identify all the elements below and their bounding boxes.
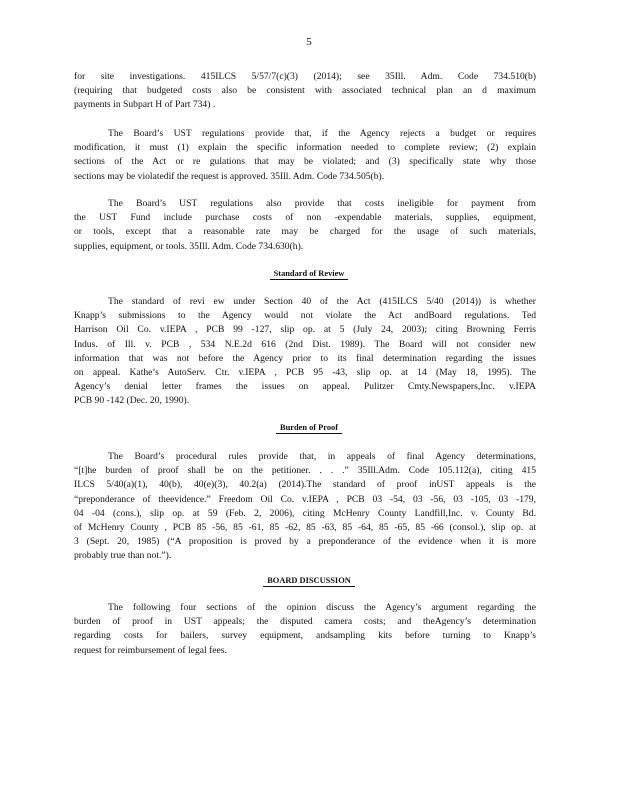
page-number: 5 xyxy=(306,36,312,48)
section-heading-burden-of-proof xyxy=(0,423,618,432)
text-line: The Board’s UST regulations also provide that costs ineligible for payment from xyxy=(108,198,536,209)
text-line: the UST Fund include purchase costs of non -expendable materials, supplies, equipment, xyxy=(74,212,536,224)
text-line: PCB 90 -142 (Dec. 20, 1990). xyxy=(74,395,190,407)
heading-text: BOARD DISCUSSION xyxy=(263,576,355,587)
text-line: on appeal. Kathe’s AutoServ. Ctr. v.IEPA , PCB 95 -43, slip op. at 14 (May 18, 1995). The xyxy=(74,366,536,378)
text-line: regarding costs for bailers, survey equipment, andsampling kits before turning to Knapp’s xyxy=(74,630,536,642)
paragraph-board-discussion xyxy=(74,601,536,658)
text-line: Indus. of Ill. v. PCB , 534 N.E.2d 616 (2nd Dist. 1989). The Board will not consider new xyxy=(74,338,536,350)
text-line: The standard of revi ew under Section 40 of the Act (415ILCS 5/40 (2014)) is whether xyxy=(108,296,536,307)
text-line: The Board’s procedural rules provide that, in appeals of final Agency determinations, xyxy=(108,451,536,462)
text-line: request for reimbursement of legal fees. xyxy=(74,644,227,656)
paragraph-burden-of-proof xyxy=(74,450,536,564)
text-line: or tools, except that a reasonable rate may be charged for the usage of such materials, xyxy=(74,226,536,238)
text-line: “preponderance of theevidence.” Freedom Oil Co. v.IEPA , PCB 03 -54, 03 -56, 03 -105, 03 -179, xyxy=(74,493,536,505)
paragraph-standard-of-review xyxy=(74,295,536,409)
text-line: for site investigations. 415ILCS 5/57/7(c)(3) (2014); see 35Ill. Adm. Code 734.510(b) xyxy=(74,71,536,82)
heading-text: Burden of Proof xyxy=(276,423,342,434)
text-line: information that was not before the Agency prior to its final determination regarding the issues xyxy=(74,352,536,364)
text-line: sections may be violatedif the request is approved. 35Ill. Adm. Code 734.505(b). xyxy=(74,170,385,182)
text-line: burden of proof in UST appeals; the disputed camera costs; and theAgency’s determination xyxy=(74,616,536,628)
text-line: sections of the Act or re gulations that may be violated; and (3) specifically state why those xyxy=(74,156,536,168)
paragraph-budget-rejection xyxy=(74,127,536,184)
text-line: probably true than not.”). xyxy=(74,550,172,562)
text-line: The Board’s UST regulations provide that, if the Agency rejects a budget or requires xyxy=(108,128,536,139)
text-line: Agency’s denial letter frames the issues on appeal. Pulitzer Cmty.Newspapers,Inc. v.IEPA xyxy=(74,381,536,393)
text-line: modification, it must (1) explain the specific information needed to complete review; (2) explain xyxy=(74,142,536,154)
heading-text: Standard of Review xyxy=(270,269,349,280)
text-line: of McHenry County , PCB 85 -56, 85 -61, 85 -62, 85 -63, 85 -64, 85 -65, 85 -66 (consol.), slip op. at xyxy=(74,521,536,533)
section-heading-board-discussion xyxy=(0,576,618,585)
paragraph-ineligible-costs xyxy=(74,197,536,254)
text-line: 3 (Sept. 20, 1985) (“A proposition is proved by a preponderance of the evidence when it is more xyxy=(74,536,536,548)
text-line: Harrison Oil Co. v.IEPA , PCB 99 -127, slip op. at 5 (July 24, 2003); citing Browning Ferris xyxy=(74,324,536,336)
text-line: supplies, equipment, or tools. 35Ill. Adm. Code 734.630(h). xyxy=(74,240,304,252)
text-line: (requiring that budgeted costs also be consistent with associated technical plan an d maximum xyxy=(74,85,536,97)
text-line: payments in Subpart H of Part 734) . xyxy=(74,99,216,111)
text-line: Knapp’s submissions to the Agency would not violate the Act andBoard regulations. Ted xyxy=(74,310,536,322)
text-line: 04 -04 (cons.), slip op. at 59 (Feb. 2, 2006), citing McHenry County Landfill,Inc. v. County Bd. xyxy=(74,507,536,519)
text-line: ILCS 5/40(a)(1), 40(b), 40(e)(3), 40.2(a) (2014).The standard of proof inUST appeals is the xyxy=(74,479,536,491)
paragraph-site-investigations xyxy=(74,70,536,113)
section-heading-standard-of-review xyxy=(0,269,618,278)
text-line: “[t]he burden of proof shall be on the petitioner. . . .” 35Ill.Adm. Code 105.112(a), citing 415 xyxy=(74,465,536,477)
text-line: The following four sections of the opinion discuss the Agency’s argument regarding the xyxy=(108,602,536,613)
